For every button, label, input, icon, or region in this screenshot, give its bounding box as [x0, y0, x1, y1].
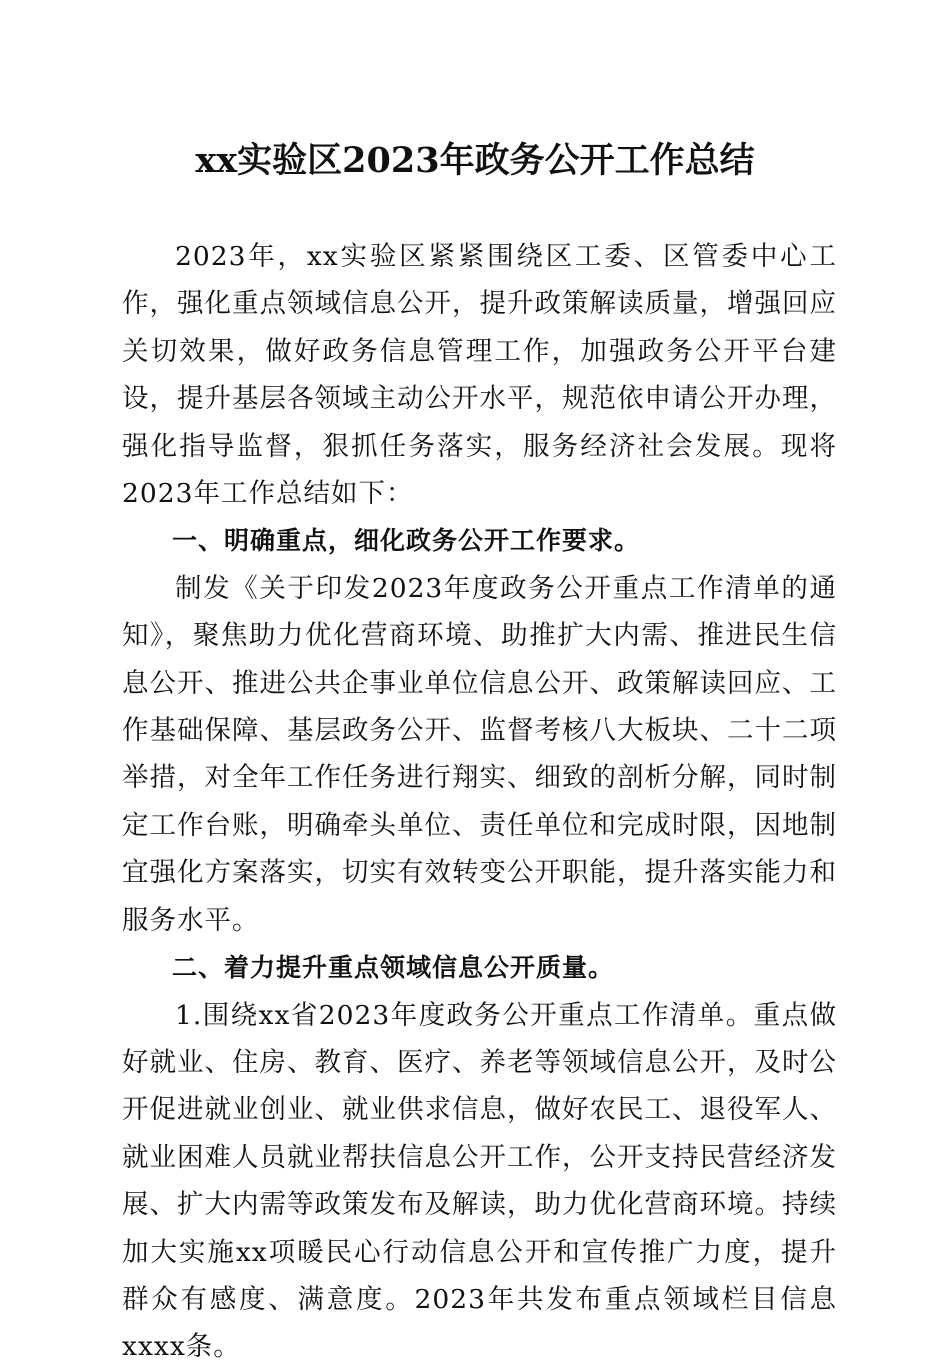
section-1-paragraph: 制发《关于印发2023年度政务公开重点工作清单的通知》，聚焦助力优化营商环境、助推扩大内需、推进民生信息公开、推进公共企事业单位信息公开、政策解读回应、工作基础保障、基层政务公开、监督考核八大板块、二十二项举措，对全年工作任务进行翔实、细致的剖析分解，同时制定工作台账，明确牵头单位、责任单位和完成时限，因地制宜强化方案落实，切实有效转变公开职能，提升落实能力和服务水平。	[122, 572, 837, 936]
document-body	[122, 233, 837, 1371]
section-heading-1: 一、明确重点，细化政务公开工作要求。	[172, 526, 641, 556]
section-heading-2: 二、着力提升重点领域信息公开质量。	[172, 953, 615, 983]
intro-paragraph: 2023年，xx实验区紧紧围绕区工委、区管委中心工作，强化重点领域信息公开，提升政策解读质量，增强回应关切效果，做好政务信息管理工作，加强政务公开平台建设，提升基层各领域主动公开水平，规范依申请公开办理，强化指导监督，狠抓任务落实，服务经济社会发展。现将2023年工作总结如下：	[122, 241, 837, 510]
document-title: xx实验区2023年政务公开工作总结	[195, 140, 755, 181]
section-2-paragraph-1: 1.围绕xx省2023年度政务公开重点工作清单。重点做好就业、住房、教育、医疗、养老等领域信息公开，及时公开促进就业创业、就业供求信息，做好农民工、退役军人、就业困难人员就业帮扶信息公开工作，公开支持民营经济发展、扩大内需等政策发布及解读，助力优化营商环境。持续加大实施xx项暖民心行动信息公开和宣传推广力度，提升群众有感度、满意度。2023年共发布重点领域栏目信息xxxx条。	[122, 999, 837, 1363]
